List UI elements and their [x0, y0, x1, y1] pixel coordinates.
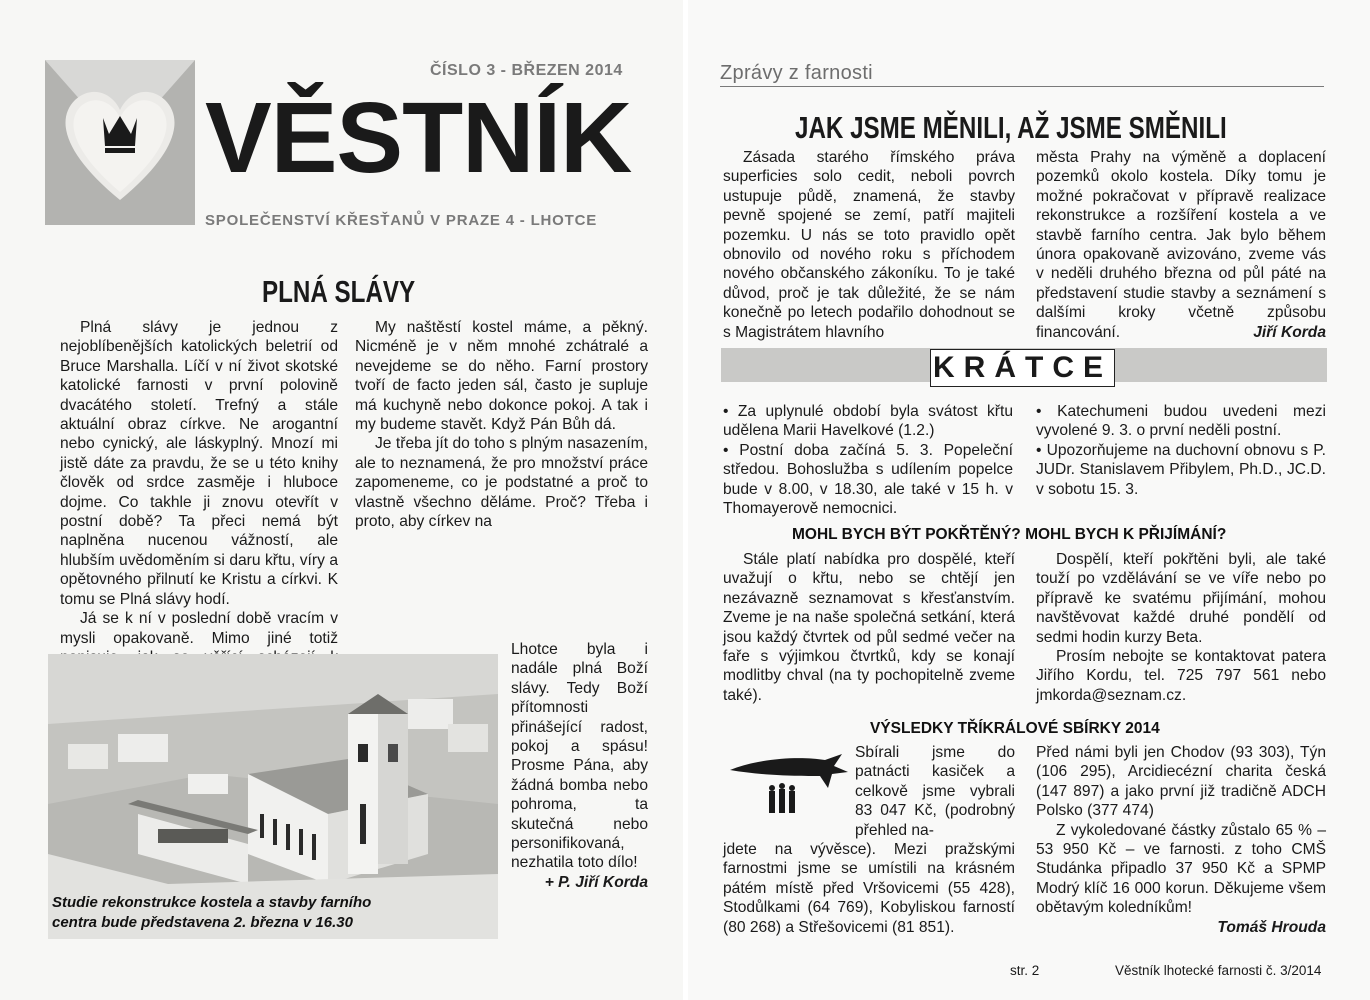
article-vysledky-column-1: jdete na vývěsce). Mezi pražskými farnostmi jsme se umístili na krásném pátém místě před Vršovicemi (55 428), Stodůlkami (64 769), Kobyliskou farností (80 268) a Střešovicemi (81 851).: [723, 841, 1015, 936]
page-number: str. 2: [1010, 963, 1040, 978]
left-page: [0, 0, 683, 1000]
heart-crown-logo: [45, 60, 195, 225]
article-paragraph: Dospělí, kteří pokřtěni byli, ale také touží po vzdělávání se ve víře nebo po přípravě ke svatému přijímání, mohou navštěvovat každé druhé pondělí od sedmi hodin kurzy Beta.: [1036, 551, 1326, 646]
article-paragraph: Lhotce byla i nadále plná Boží slávy. Tedy Boží přítomnosti přinášející radost, pokoj a spásu! Prosme Pána, aby žádná bomba nebo pohroma, ta skutečná nebo personifikovaná, nezhatila toto dílo!: [511, 641, 648, 872]
article-paragraph: Je třeba jít do toho s plným nasazením, ale to neznamená, že pro množství práce zapomeneme, co je podstatné a proč to vlastně všechno děláme. Proč? Třeba i proto, aby církev na: [355, 435, 648, 531]
article-vysledky-column-2: [1036, 743, 1326, 937]
article-signature: Jiří Korda: [1253, 323, 1326, 341]
article-paragraph: Plná slávy je jednou z nejoblíbenějších katolických beletrií od Bruce Marshalla. Líčí v ní život skotské katolické farnosti v první polovině dvacátého století. Trefný a stále aktuální obraz církve. Ne arogantní nebo cynický, ale láskyplný. Mnozí mi jistě dáte za pravdu, že se u této knihy člověk od srdce zasměje i hluboce dojme. Co takhle ji znovu otevřít v postní době? Ta přeci nemá být naplněna nucenou vážností, ale hlubším uvědoměním si daru křtu, víry a opětovného přilnutí ke Kristu a církvi. K tomu se Plná slávy hodí.: [60, 319, 338, 608]
article-title-mohl-bych: MOHL BYCH BÝT POKŘTĚNÝ? MOHL BYCH K PŘIJÍMÁNÍ?: [792, 526, 1227, 543]
article-paragraph: Prosím nebojte se kontaktovat patera Jiřího Kordu, tel. 725 797 561 nebo jmkorda@seznam.cz.: [1036, 648, 1326, 704]
article-signature: + P. Jiří Korda: [544, 873, 648, 891]
news-item: • Postní doba začíná 5. 3. Popeleční středou. Bohoslužba s udílením popelce bude v 8.00, v 18.30, ale také v 15 h. v Thomayerově nemocnici.: [723, 441, 1013, 519]
article-mohl-column-2: [1036, 550, 1326, 705]
article-signature: Tomáš Hrouda: [1217, 918, 1326, 936]
footer-publication: Věstník lhotecké farnosti č. 3/2014: [1115, 963, 1322, 978]
kratce-column-2: [1036, 402, 1326, 499]
article-title-plna-slavy: PLNÁ SLÁVY: [262, 274, 416, 309]
kratce-column-1: [723, 402, 1013, 518]
section-label: Zprávy z farnosti: [720, 62, 873, 84]
article-paragraph: Já se k ní v poslední době vracím v mysli opakovaně. Mimo jiné totiž: [60, 610, 338, 647]
article-mohl-column-1: Stále platí nabídka pro dospělé, kteří uvažují o křtu, nebo se chtějí jen nezávazně seznamovat s křesťanstvím. Zveme je na naše společná setkání, která jsou každý čtvrtek od půl sedmé večer na faře s výjimkou čtvrtků, kdy se konají modlitby chval (na ty pochopitelně zveme také).: [723, 551, 1015, 704]
article-vysledky-intro: Sbírali jsme do patnácti kasiček a celkově jsme vybrali 83 047 Kč, (podrobný přehled na-: [855, 744, 1015, 839]
news-item: • Za uplynulé období byla svátost křtu udělena Marii Havelkové (1.2.): [723, 402, 1013, 441]
article-paragraph: Před námi byli jen Chodov (93 303), Týn (106 295), Arcidiecézní charita česká (147 897) a jako první již tradičně ADCH Polsko (377 474): [1036, 744, 1326, 820]
article-column-2: [355, 318, 648, 531]
news-item: • Upozorňujeme na duchovní obnovu s P. JUDr. Stanislavem Přibylem, Ph.D., JC.D. v sobotu 15. 3.: [1036, 441, 1326, 499]
article-title-jak-jsme: JAK JSME MĚNILI, AŽ JSME SMĚNILI: [795, 110, 1227, 145]
kratce-heading: KRÁTCE: [930, 349, 1115, 387]
article-jak-column-2: [1036, 148, 1326, 342]
newsletter-subtitle: SPOLEČENSTVÍ KŘESŤANŮ V PRAZE 4 - LHOTCE: [205, 212, 598, 229]
article-title-vysledky: VÝSLEDKY TŘÍKRÁLOVÉ SBÍRKY 2014: [870, 720, 1160, 737]
issue-label: ČÍSLO 3 - BŘEZEN 2014: [430, 62, 623, 79]
photo-caption: Studie rekonstrukce kostela a stavby farního centra bude představena 2. března v 16.30: [52, 894, 372, 931]
article-column-2-continued: [511, 640, 648, 892]
three-kings-comet-icon: [730, 750, 850, 820]
article-paragraph: města Prahy na výměně a doplacení pozemků okolo kostela. Díky tomu je možné pokračovat v přípravě realizace rekonstrukce a rozšíření kostela a ve stavbě farního centra. Jak bylo během února opakovaně avizováno, zveme vás v neděli druhého března od půl páté na představení studie stavby a seznámení s dalšími kroky včetně způsobu financování.: [1036, 149, 1326, 341]
section-divider: [720, 86, 1324, 87]
article-jak-column-1: Zásada starého římského práva superficies solo cedit, neboli povrch ustupuje půdě, znamená, že stavby pevně spojené se zemí, patří majiteli pozemku. U nás se toto pravidlo opět obnovilo od nového roku s příchodem nového občanského zákoníku. To je také důvod, proč je tak důležité, že se nám konečně po letech podařilo dohodnout se s Magistrátem hlavního: [723, 149, 1015, 341]
article-paragraph: My naštěstí kostel máme, a pěkný. Nicméně je v něm mnohé zchátralé a nevejdeme se do něho. Farní prostory tvoří de facto jeden sál, často je supluje má kuchyně nebo dokonce pokoj. A tak i my budeme stavět. Když Pán Bůh dá.: [355, 319, 648, 434]
news-item: • Katechumeni budou uvedeni mezi vyvolené 9. 3. o první neděli postní.: [1036, 402, 1326, 441]
article-paragraph: Z vykoledované částky zůstalo 65 % – 53 950 Kč – ve farnosti. z toho CMŠ Studánka připadlo 37 950 Kč a SPMP Modrý klíč 16 000 korun. Děkujeme všem obětavým koledníkům!: [1036, 821, 1326, 917]
newsletter-title: VĚSTNÍK: [205, 82, 632, 194]
